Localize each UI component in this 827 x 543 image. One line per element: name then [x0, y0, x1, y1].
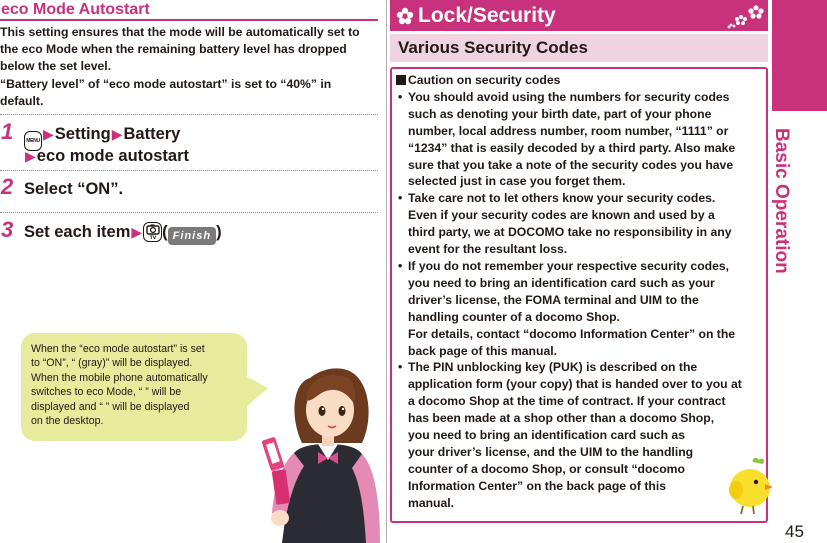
arrow-right-icon: ▶ [111, 126, 123, 142]
dotted-divider [0, 212, 378, 213]
bullet-line: event for the resultant loss. [408, 242, 568, 257]
step-number: 1 [1, 119, 14, 144]
left-column [0, 0, 380, 543]
step-3 [0, 219, 378, 245]
step-1 [0, 121, 378, 165]
bullet-line: back page of this manual. [408, 343, 557, 358]
bullet-line: • Take care not to let others know your security codes. [408, 191, 716, 206]
bullet-line: selected just in case you forget them. [408, 174, 626, 189]
bullet-line: handling counter of a docomo Shop. [408, 309, 620, 324]
bullet-line: • If you do not remember your respective security codes, [408, 258, 730, 273]
step-3-label: Set each item [24, 223, 131, 241]
step-2-text: Select “ON”. [24, 180, 124, 198]
bubble-note [31, 342, 241, 428]
camera-key-icon [143, 222, 162, 242]
step-1-text-line2 [24, 145, 189, 167]
dotted-divider [0, 114, 378, 115]
bullet-line: driver’s license, the FOMA terminal and UIM to the [408, 292, 699, 307]
page-number: 45 [785, 522, 804, 541]
dotted-divider [0, 170, 378, 171]
intro-line: below the set level. [0, 59, 112, 74]
step-1-battery: Battery [123, 125, 181, 143]
bullet-line: number, local address number, room number, “1111” or [408, 123, 729, 138]
arrow-right-icon: ▶ [43, 126, 54, 142]
intro-line: default. [0, 93, 44, 108]
subsection-header [390, 34, 768, 62]
menu-key-icon: MENU [24, 131, 42, 151]
step-2 [0, 176, 378, 202]
flower-cluster-icon [726, 3, 766, 29]
chapter-tab [772, 0, 827, 111]
step-1-setting: Setting [54, 125, 111, 143]
bubble-line: When the mobile phone automatically [31, 371, 208, 384]
step-1-eco-autostart: eco mode autostart [36, 147, 189, 165]
bullet-line: • The PIN unblocking key (PUK) is described on the [408, 360, 698, 375]
bubble-line: switches to eco Mode, “ ” will be [31, 386, 182, 399]
bullet-line: Information Center” on the back page of this [408, 478, 666, 493]
intro-line: the eco Mode when the remaining battery level has dropped [0, 42, 347, 57]
column-divider [386, 0, 387, 543]
paren-close: ) [216, 223, 222, 241]
chapter-label-text: Basic Operation [771, 128, 792, 274]
bullet-line: has been made at a shop other than a docomo Shop, [408, 411, 715, 426]
subsection-title: Various Security Codes [398, 38, 588, 57]
step-number: 3 [1, 217, 14, 242]
bubble-line: When the “eco mode autostart” is set [31, 343, 205, 355]
bubble-line-text: to “ON”, “ (gray)” will be displayed. [31, 357, 193, 370]
bullet-line: third party, we at DOCOMO take no responsibility in any [408, 225, 732, 240]
finish-softkey-icon: Finish [168, 227, 216, 245]
bullet-line: Even if your security codes are known and used by a [408, 208, 715, 223]
chick-mascot-illustration [723, 456, 775, 516]
caution-heading [396, 72, 766, 89]
intro-line: This setting ensures that the mode will be automatically set to [0, 25, 360, 39]
step-3-text [24, 221, 222, 245]
svg-text:TV: TV [149, 236, 156, 240]
bullet-line: you need to bring an identification card such as [408, 428, 685, 443]
intro-line: “Battery level” of “eco mode autostart” is set to “40%” in [0, 76, 332, 91]
bubble-line: on the desktop. [31, 415, 104, 428]
arrow-right-icon: ▶ [131, 224, 143, 240]
bullet-line: “1234” that is easily decoded by a third party. Also make [408, 140, 736, 155]
chapter-label [768, 128, 816, 308]
caution-heading-text: Caution on security codes [408, 73, 561, 87]
guide-character-illustration [252, 348, 382, 543]
bullet-line: sure that you take a note of the security codes you have [408, 157, 734, 172]
bullet-line: • You should avoid using the numbers for security codes [408, 89, 730, 104]
step-number: 2 [1, 174, 14, 199]
caution-bullet [396, 89, 766, 190]
bubble-line: displayed and “ ” will be displayed [31, 400, 190, 413]
bullet-line: your driver’s license, and the UIM to the handling [408, 444, 694, 459]
arrow-right-icon: ▶ [25, 148, 36, 164]
bubble-line [31, 356, 241, 370]
section-header-bar [390, 0, 768, 31]
section-title-lock-security: Lock/Security [418, 4, 556, 27]
intro-paragraph [0, 24, 378, 110]
caution-bullet [396, 190, 766, 258]
caution-content [396, 72, 766, 512]
bullet-line: For details, contact “docomo Information Center” on the [408, 326, 736, 341]
flower-icon [396, 7, 414, 25]
caution-bullet [396, 258, 766, 359]
bullet-line: you need to bring an identification card such as your [408, 275, 715, 290]
bullet-line: manual. [408, 495, 455, 510]
bullet-line: such as denoting your birth date, part of your phone [408, 106, 712, 121]
caution-bullet [396, 359, 766, 511]
paren-open: ( [162, 223, 168, 241]
square-bullet-icon [396, 75, 406, 85]
bullet-line: counter of a docomo Shop, or consult “docomo [408, 461, 685, 476]
bullet-line: application form (your copy) that is handed over to you at [408, 377, 742, 392]
section-title-eco-mode: eco Mode Autostart [0, 0, 378, 21]
bullet-line: a docomo Shop at the time of contract. If your contract [408, 394, 726, 409]
